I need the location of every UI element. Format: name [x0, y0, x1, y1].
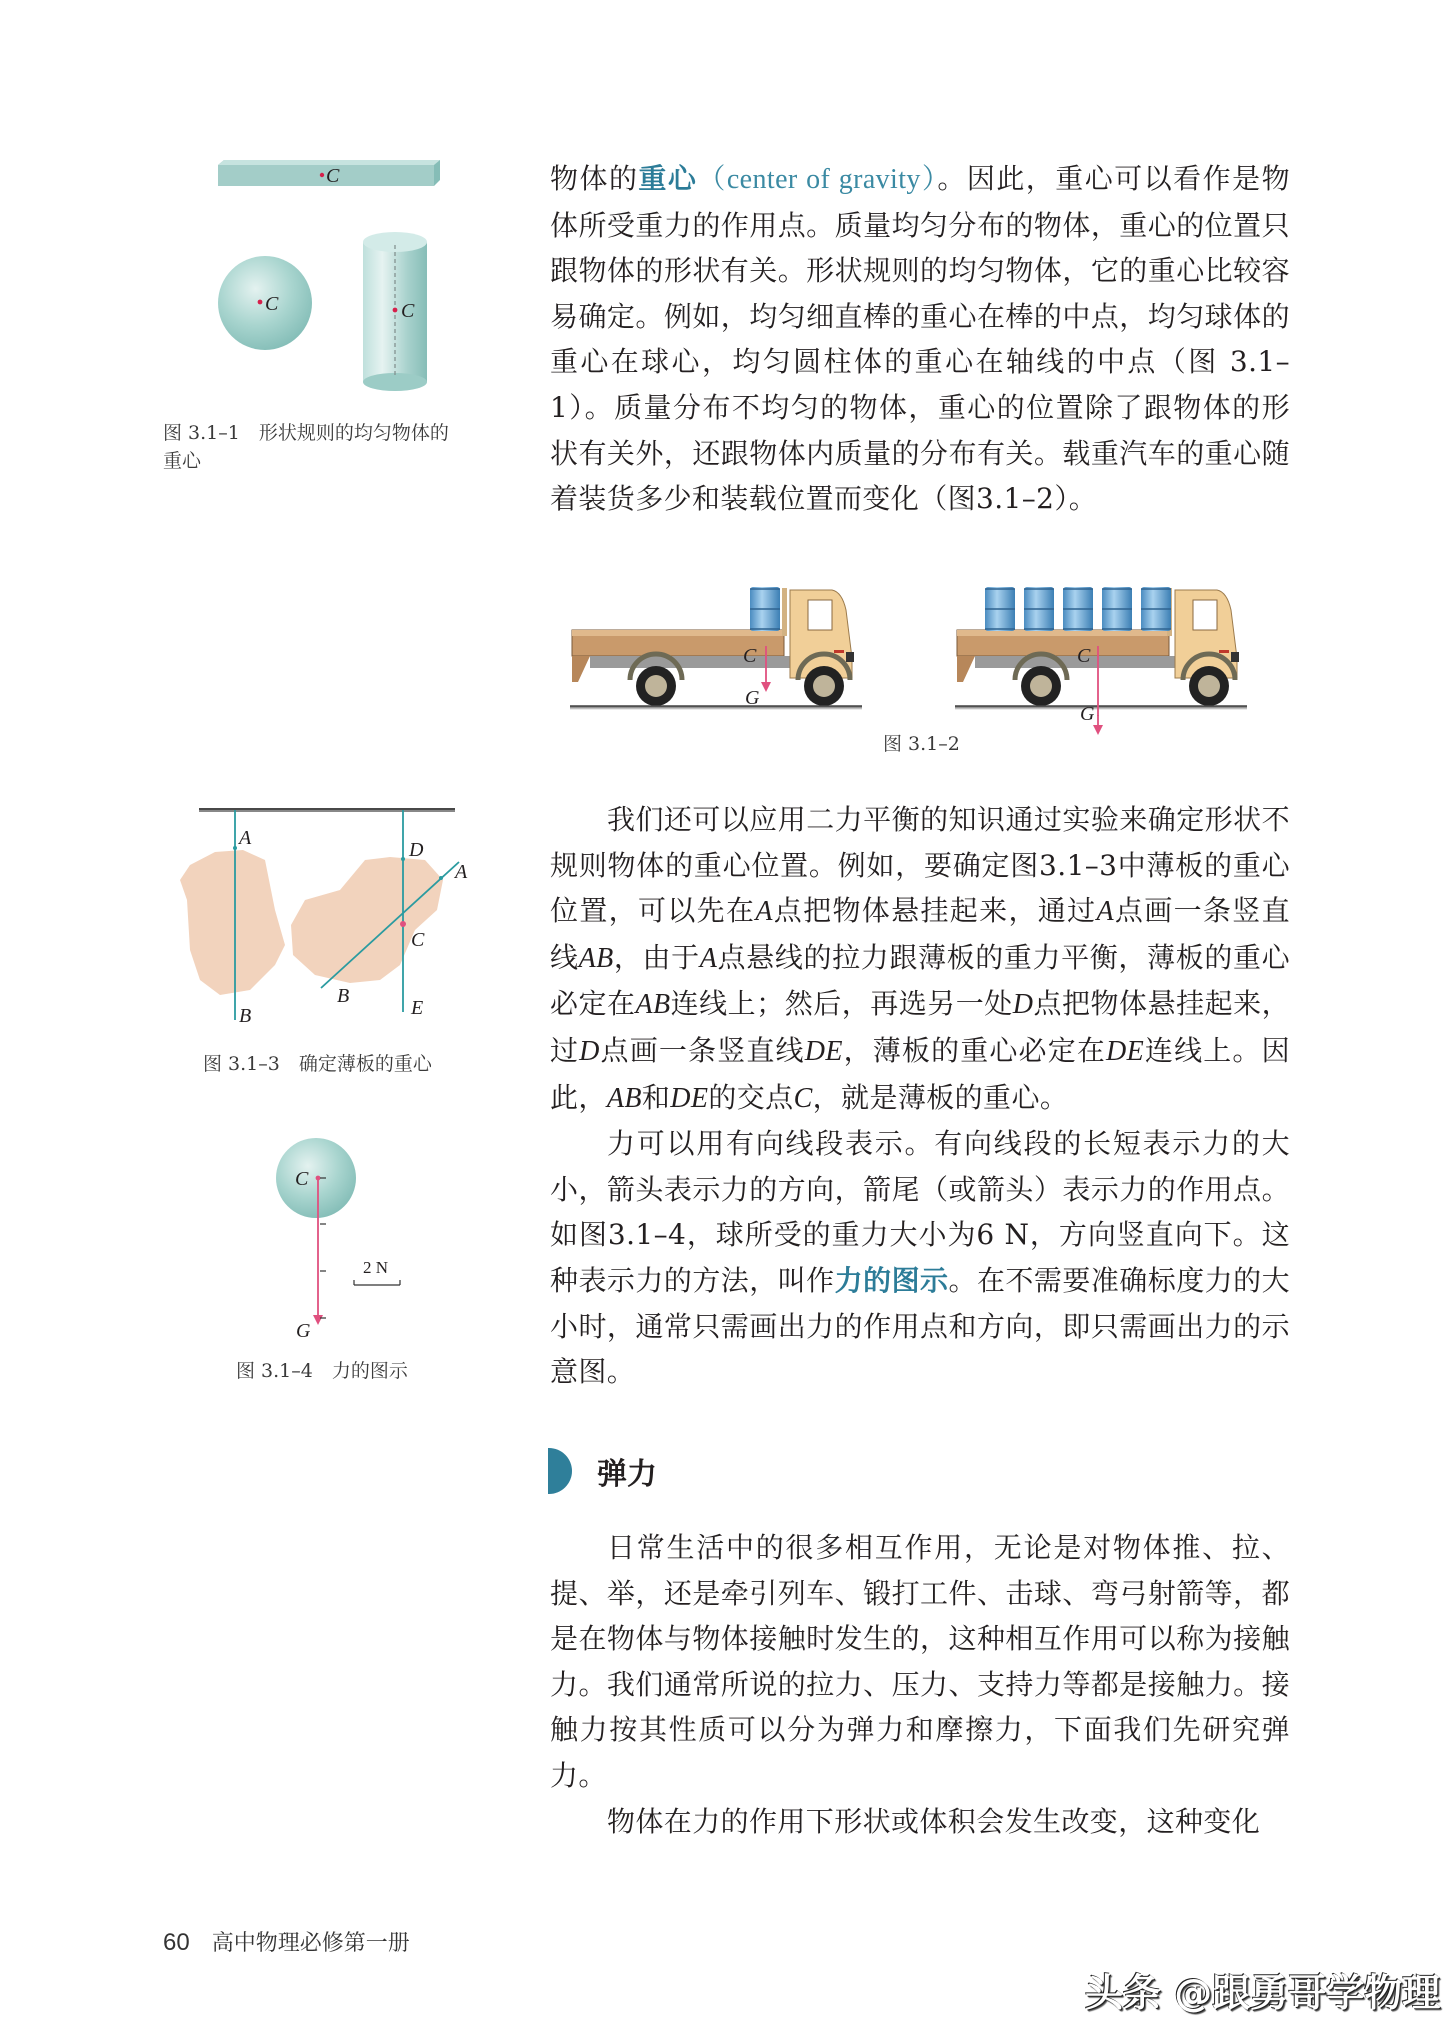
term-force-diagram: 力的图示	[834, 1263, 949, 1297]
point-a-label: A	[239, 827, 252, 849]
text: 物体在力的作用下形状或体积会发生改变，这种变化	[607, 1804, 1261, 1838]
figure-3-1-3-caption: 图 3.1–3 确定薄板的重心	[203, 1053, 432, 1075]
point-b2-label: B	[337, 985, 350, 1007]
uniform-cylinder	[363, 232, 427, 391]
section-marker-icon	[548, 1448, 572, 1494]
scale-label: 2 N	[363, 1258, 389, 1277]
var: DE	[804, 1035, 843, 1067]
point-e-label: E	[411, 997, 424, 1019]
bar-center-label: C	[326, 165, 340, 187]
text: 连线上；然后，再选另一处	[670, 987, 1013, 1021]
text: 点画一条竖直线	[599, 1033, 805, 1067]
section-header	[548, 1443, 657, 1499]
paragraph-contact-force	[550, 1525, 1290, 1844]
var: AB	[606, 1082, 642, 1114]
truck-light-load	[570, 587, 862, 710]
var: DE	[670, 1082, 709, 1114]
text: ，就是薄板的重心。	[812, 1080, 1069, 1114]
page-footer	[163, 1926, 410, 1957]
right-force-label: G	[1080, 703, 1095, 725]
text: 的交点	[708, 1080, 794, 1114]
figure-3-1-4-caption: 图 3.1–4 力的图示	[236, 1360, 408, 1382]
text: 日常生活中的很多相互作用，无论是对物体推、拉、提、举，还是牵引列车、锻打工件、击球、弯弓射箭等，都是在物体与物体接触时发生的，这种相互作用可以称为接触力。我们通常所说的拉力、压力、支持力等都是接触力。接触力按其性质可以分为弹力和摩擦力，下面我们先研究弹力。	[550, 1531, 1290, 1792]
force-label: G	[296, 1320, 311, 1342]
term-center-of-gravity: 重心	[638, 162, 698, 195]
paragraph-irregular-cog	[550, 797, 1290, 1395]
text: 点把物体悬挂起来，过	[550, 987, 1290, 1067]
var: AB	[578, 942, 614, 974]
caption-line: 重心	[163, 450, 202, 472]
figure-3-1-2	[560, 570, 1280, 730]
text: 连线上。因此，	[550, 1033, 1290, 1114]
text: 点悬线的拉力跟薄板的重力平衡，薄板的重心必定在	[550, 940, 1290, 1021]
scale-bar	[354, 1280, 400, 1285]
truck-heavy-load	[955, 587, 1247, 716]
term-english: （center of gravity）	[697, 164, 938, 195]
caption-line: 图 3.1–1 形状规则的均匀物体的	[163, 422, 449, 444]
var: DE	[1106, 1035, 1145, 1067]
var: A	[699, 942, 718, 974]
var: C	[793, 1082, 813, 1114]
point-c-label: C	[411, 929, 425, 951]
text: 和	[641, 1080, 671, 1114]
page-number: 60	[163, 1929, 190, 1956]
text: 。因此，重心可以看作是物体所受重力的作用点。质量均匀分布的物体，重心的位置只跟物体的形状有关。形状规则的均匀物体，它的重心比较容易确定。例如，均匀细直棒的重心在棒的中点，均匀球体的重心在球心，均匀圆柱体的重心在轴线的中点（图 3.1–1）。质量分布不均匀的物体，重心的位置除了跟物体的形状有关外，还跟物体内质量的分布有关。载重汽车的重心随着装货多少和装载位置而变化（图3.1–2）。	[550, 162, 1290, 516]
cylinder-center-label: C	[401, 300, 415, 322]
right-force-label-wrap	[1080, 700, 1110, 730]
var: A	[1096, 896, 1114, 928]
paragraph-force-diagram	[550, 1121, 1290, 1395]
var: AB	[635, 989, 671, 1021]
text: 。在不需要准确标度力的大小时，通常只需画出力的作用点和方向，即只需画出力的示意图。	[550, 1263, 1290, 1389]
figure-3-1-3	[175, 800, 495, 1040]
right-center-label: C	[1077, 645, 1091, 667]
point-a2-label: A	[455, 861, 468, 883]
book-title: 高中物理必修第一册	[211, 1931, 410, 1956]
irregular-plate-left	[180, 850, 285, 995]
irregular-plate-right	[291, 857, 443, 983]
text: 我们还可以应用二力平衡的知识通过实验来确定形状不规则物体的重心位置。例如，要确定图3.1–3中薄板的重心位置，可以先在	[550, 803, 1290, 928]
text: ，由于	[613, 940, 700, 974]
text: 力可以用有向线段表示。有向线段的长短表示力的大小，箭头表示力的方向，箭尾（或箭头）表示力的作用点。如图3.1–4，球所受的重力大小为6 N，方向竖直向下。这种表示力的方法，叫作	[550, 1127, 1290, 1297]
left-center-label: C	[743, 645, 757, 667]
var: A	[755, 896, 773, 928]
left-force-label: G	[745, 687, 760, 709]
point-d-label: D	[409, 839, 424, 861]
var: D	[579, 1035, 600, 1067]
text: 点把物体悬挂起来，通过	[772, 894, 1097, 928]
figure-3-1-1	[200, 150, 460, 400]
var: D	[1012, 989, 1034, 1021]
watermark: 头条 @跟勇哥学物理	[1085, 1971, 1441, 2015]
section-title: 弹力	[597, 1457, 657, 1492]
center-label: C	[295, 1168, 309, 1190]
point-b-label: B	[239, 1005, 252, 1027]
figure-3-1-2-caption: 图 3.1–2	[883, 733, 960, 755]
text: ，薄板的重心必定在	[842, 1033, 1107, 1067]
figure-3-1-4	[250, 1125, 410, 1345]
text: 物体的	[550, 162, 639, 195]
sphere-center-label: C	[265, 293, 279, 315]
paragraph-center-of-gravity	[550, 156, 1290, 522]
figure-3-1-1-caption	[163, 419, 503, 475]
text: 点画一条竖直线	[550, 894, 1290, 974]
